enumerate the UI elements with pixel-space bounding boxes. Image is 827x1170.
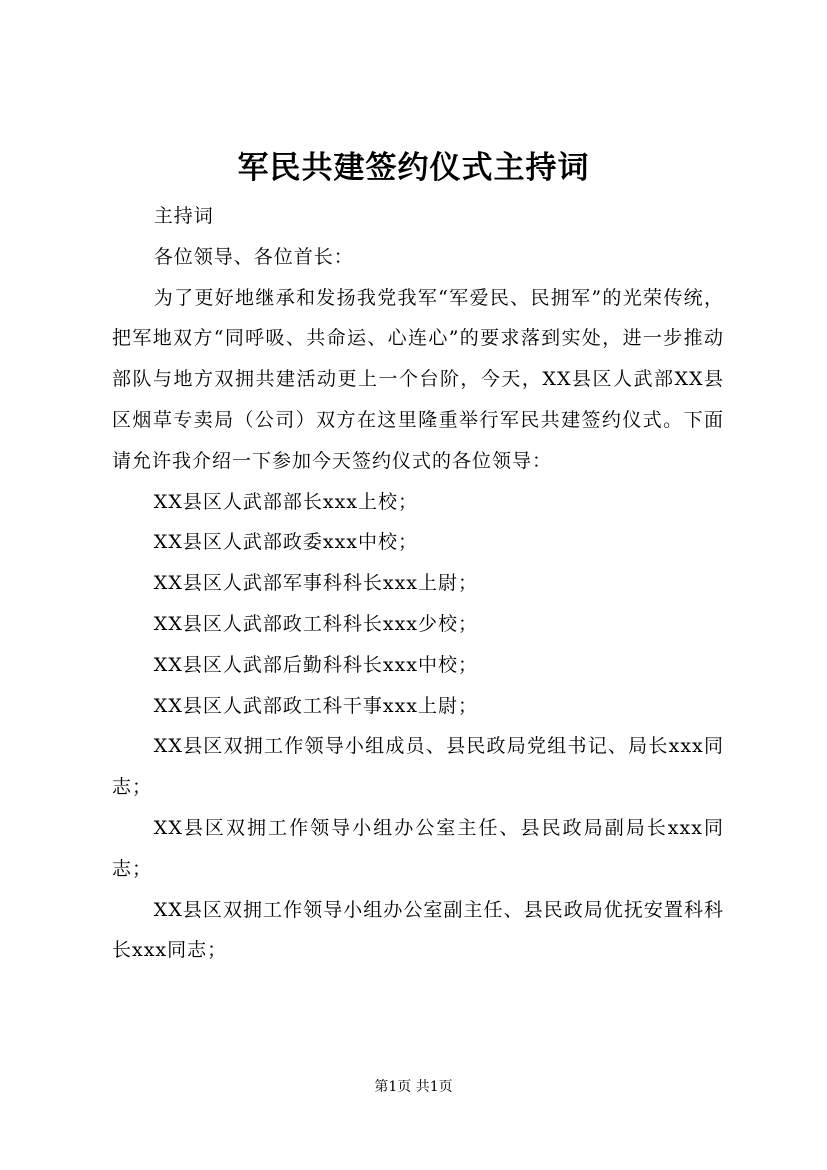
- paragraph-attendee: XX县区双拥工作领导小组办公室副主任、县民政局优抚安置科科长xxx同志；: [112, 898, 724, 962]
- paragraph-intro: 为了更好地继承和发扬我党我军“军爱民、民拥军”的光荣传统，把军地双方“同呼吸、共命运、心连心”的要求落到实处，进一步推动部队与地方双拥共建活动更上一个台阶，今天，XX县区人武部XX县区烟草专卖局（公司）双方在这里隆重举行军民共建签约仪式。下面请允许我介绍一下参加今天签约仪式的各位领导：: [112, 286, 724, 472]
- paragraph-attendee: XX县区人武部政委xxx中校；: [153, 531, 418, 554]
- paragraph-attendee: XX县区人武部政工科干事xxx上尉；: [153, 694, 478, 717]
- paragraph-attendee: XX县区双拥工作领导小组办公室主任、县民政局副局长xxx同志；: [112, 816, 724, 880]
- paragraph-attendee: XX县区双拥工作领导小组成员、县民政局党组书记、局长xxx同志；: [112, 735, 724, 799]
- paragraph-attendee: XX县区人武部军事科科长xxx上尉；: [153, 572, 478, 595]
- paragraph-attendee: XX县区人武部政工科科长xxx少校；: [153, 612, 478, 635]
- document-title: 军民共建签约仪式主持词: [237, 150, 590, 186]
- paragraph-attendee: XX县区人武部部长xxx上校；: [153, 490, 418, 513]
- page-footer: 第1页 共1页: [374, 1079, 453, 1095]
- document-body: [112, 196, 724, 971]
- paragraph-greeting: 各位领导、各位首长：: [153, 245, 354, 268]
- paragraph-heading: 主持词: [153, 205, 214, 227]
- paragraph-attendee: XX县区人武部后勤科科长xxx中校；: [153, 653, 478, 676]
